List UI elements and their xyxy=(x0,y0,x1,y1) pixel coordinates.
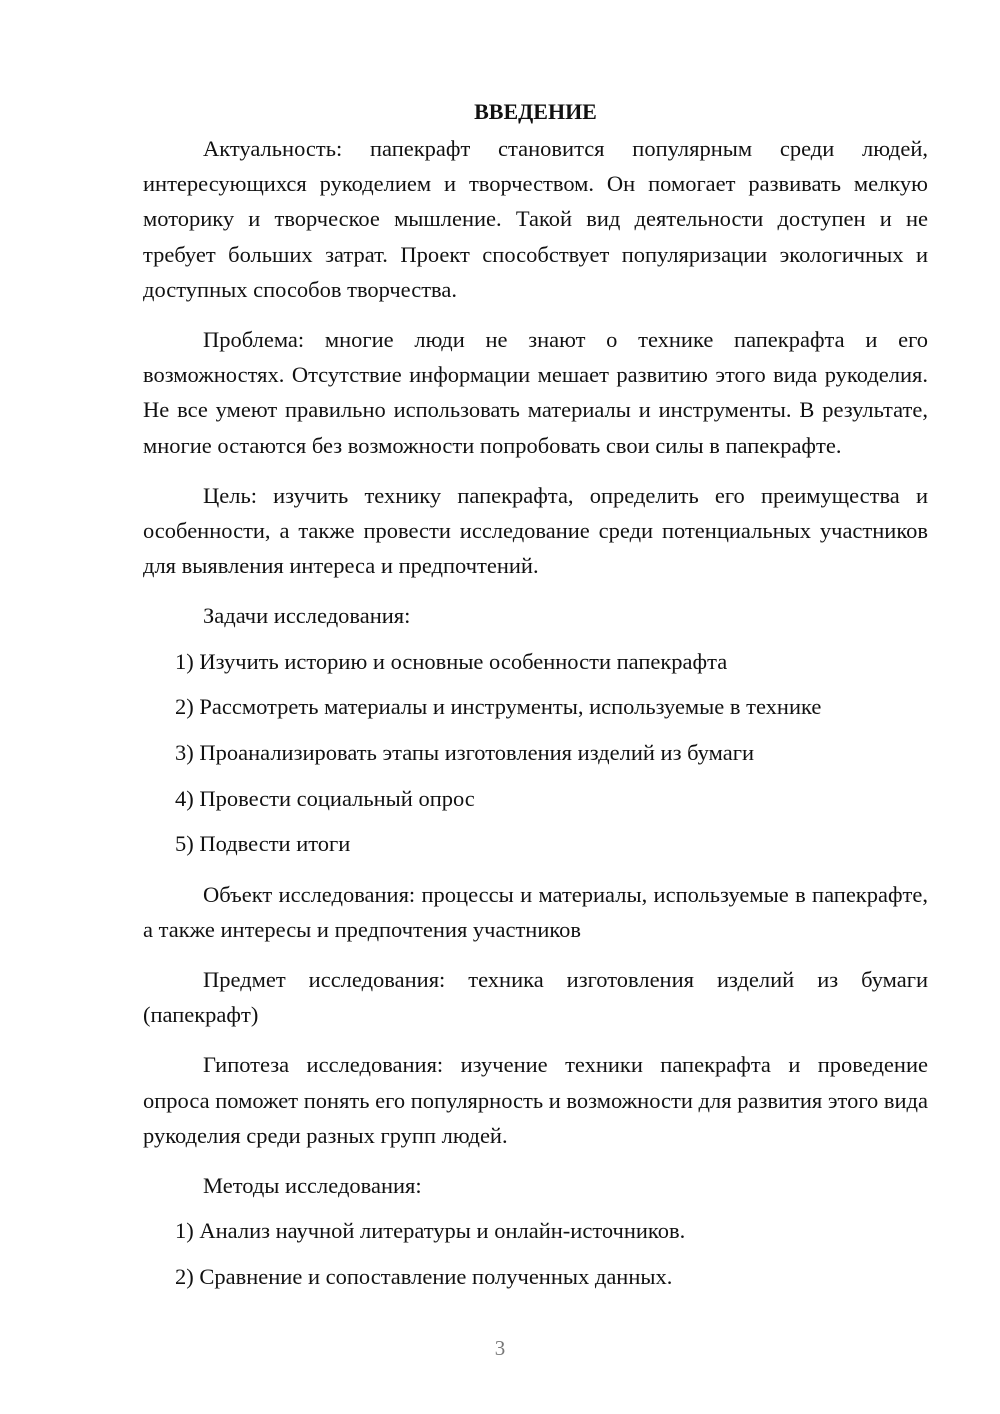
paragraph-tasks-intro: Задачи исследования: xyxy=(203,603,411,629)
page-content xyxy=(143,94,928,1294)
list-item: 1) Анализ научной литературы и онлайн-источников. xyxy=(175,1218,686,1244)
methods-list xyxy=(143,1213,928,1294)
tasks-list xyxy=(143,644,928,862)
paragraph-methods-intro: Методы исследования: xyxy=(203,1173,422,1199)
list-item: 2) Рассмотреть материалы и инструменты, используемые в технике xyxy=(175,694,822,720)
list-item: 5) Подвести итоги xyxy=(175,831,351,857)
list-item: 3) Проанализировать этапы изготовления изделий из бумаги xyxy=(175,740,754,766)
paragraph-goal: Цель: изучить технику папекрафта, определить его преимущества и особенности, а также провести исследование среди потенциальных участников для выявления интереса и предпочтений. xyxy=(143,482,928,579)
paragraph-subject: Предмет исследования: техника изготовления изделий из бумаги (папекрафт) xyxy=(143,967,928,1028)
page-title: ВВЕДЕНИЕ xyxy=(474,99,597,124)
list-item: 1) Изучить историю и основные особенности папекрафта xyxy=(175,648,728,674)
paragraph-relevance: Актуальность: папекрафт становится популярным среди людей, интересующихся рукоделием и творчеством. Он помогает развивать мелкую моторику и творческое мышление. Такой вид деятельности доступен и не требует больших затрат. Проект способствует популяризации экологичных и доступных способов творчества. xyxy=(143,136,928,302)
paragraph-object: Объект исследования: процессы и материалы, используемые в папекрафте, а также интересы и предпочтения участников xyxy=(143,881,928,942)
list-item: 4) Провести социальный опрос xyxy=(175,785,475,811)
paragraph-problem: Проблема: многие люди не знают о технике папекрафта и его возможностях. Отсутствие информации мешает развитию этого вида рукоделия. Не все умеют правильно использовать материалы и инструменты. В результате, многие остаются без возможности попробовать свои силы в папекрафте. xyxy=(143,327,928,458)
list-item: 2) Сравнение и сопоставление полученных данных. xyxy=(175,1263,673,1289)
page-number: 3 xyxy=(494,1336,506,1360)
paragraph-hypothesis: Гипотеза исследования: изучение техники папекрафта и проведение опроса поможет понять его популярность и возможности для развития этого вида рукоделия среди разных групп людей. xyxy=(143,1052,928,1148)
